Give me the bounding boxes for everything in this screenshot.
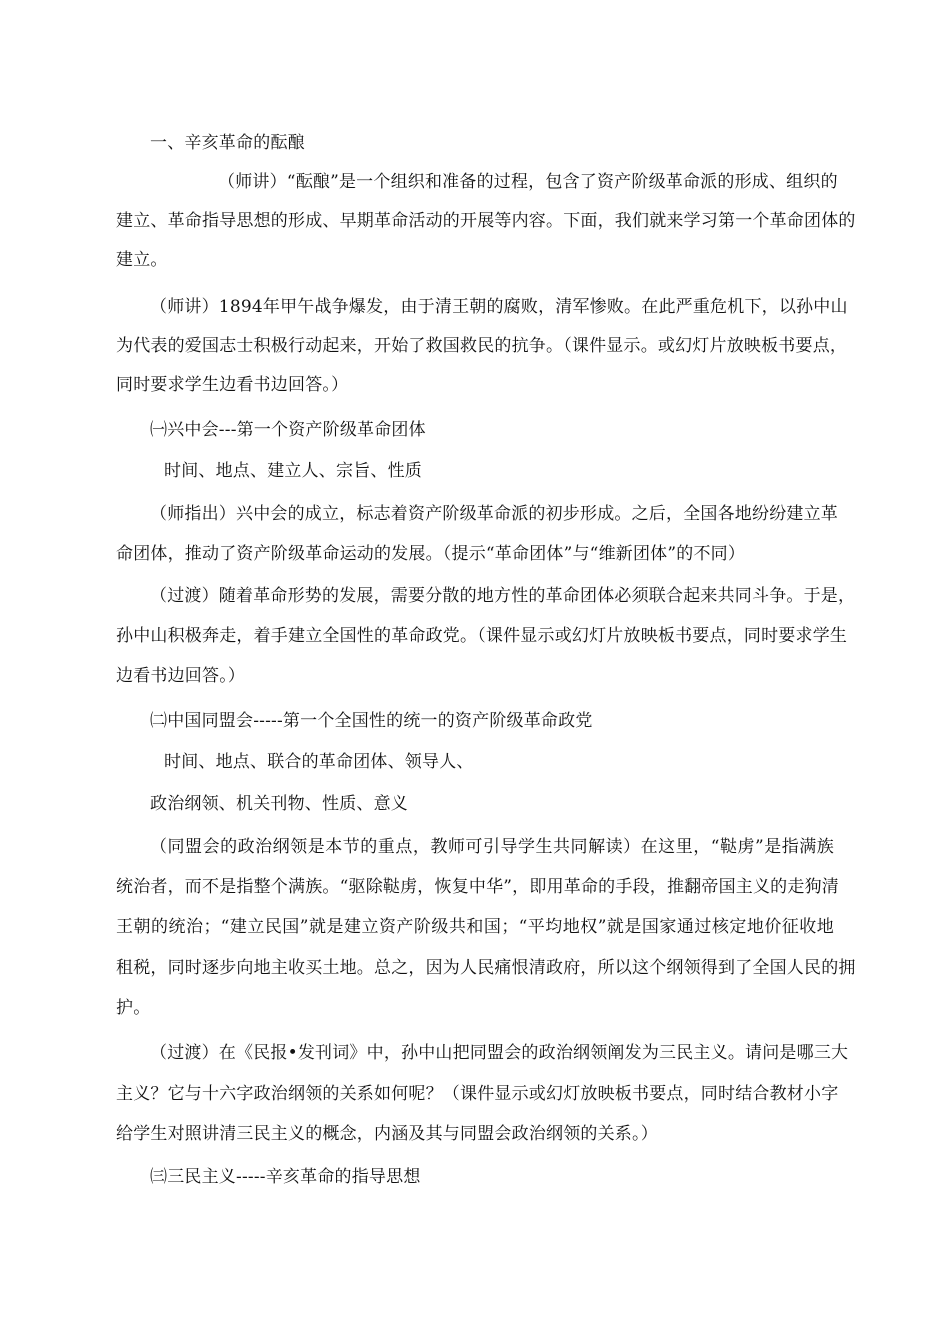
item-points: 时间、地点、建立人、宗旨、性质 xyxy=(164,461,422,481)
item-points: 时间、地点、联合的革命团体、领导人、 xyxy=(164,752,474,772)
paragraph-line: （同盟会的政治纲领是本节的重点，教师可引导学生共同解读）在这里，“鞑虏”是指满族 xyxy=(150,837,834,857)
item-title: ㈢三民主义-----辛亥革命的指导思想 xyxy=(150,1167,421,1187)
paragraph-line: （师讲）“酝酿”是一个组织和准备的过程，包含了资产阶级革命派的形成、组织的 xyxy=(218,172,838,192)
paragraph-line: 孙中山积极奔走，着手建立全国性的革命政党。（课件显示或幻灯片放映板书要点，同时要求学生 xyxy=(116,626,848,646)
paragraph-line: 为代表的爱国志士积极行动起来，开始了救国救民的抗争。（课件显示。或幻灯片放映板书要点， xyxy=(116,336,848,356)
paragraph-line: （过渡）在《民报•发刊词》中，孙中山把同盟会的政治纲领阐发为三民主义。请问是哪三大 xyxy=(150,1043,849,1063)
paragraph-line: 护。 xyxy=(116,998,151,1018)
paragraph-line: 租税，同时逐步向地主收买土地。总之，因为人民痛恨清政府，所以这个纲领得到了全国人民的拥 xyxy=(116,958,856,978)
item-points: 政治纲领、机关刊物、性质、意义 xyxy=(150,794,408,814)
paragraph-line: 建立。 xyxy=(116,250,168,270)
paragraph-line: 主义？它与十六字政治纲领的关系如何呢？（课件显示或幻灯放映板书要点，同时结合教材小字 xyxy=(116,1084,839,1104)
paragraph-line: 同时要求学生边看书边回答。） xyxy=(116,375,349,395)
paragraph-line: （师指出）兴中会的成立，标志着资产阶级革命派的初步形成。之后，全国各地纷纷建立革 xyxy=(150,504,838,524)
paragraph-line: 命团体，推动了资产阶级革命运动的发展。（提示“革命团体”与“维新团体”的不同） xyxy=(116,544,746,564)
paragraph-line: 统治者，而不是指整个满族。“驱除鞑虏，恢复中华”，即用革命的手段，推翻帝国主义的走狗清 xyxy=(116,877,839,897)
paragraph-line: 边看书边回答。） xyxy=(116,666,246,686)
paragraph-line: 给学生对照讲清三民主义的概念，内涵及其与同盟会政治纲领的关系。） xyxy=(116,1124,658,1144)
paragraph-line: （师讲）1894年甲午战争爆发，由于清王朝的腐败，清军惨败。在此严重危机下，以孙中山 xyxy=(150,297,848,317)
item-title: ㈠兴中会---第一个资产阶级革命团体 xyxy=(150,420,426,440)
item-title: ㈡中国同盟会-----第一个全国性的统一的资产阶级革命政党 xyxy=(150,711,593,731)
paragraph-line: 建立、革命指导思想的形成、早期革命活动的开展等内容。下面，我们就来学习第一个革命团体的 xyxy=(116,211,856,231)
section-heading: 一、辛亥革命的酝酿 xyxy=(150,133,305,153)
paragraph-line: 王朝的统治；“建立民国”就是建立资产阶级共和国；“平均地权”就是国家通过核定地价征收地 xyxy=(116,917,834,937)
paragraph-line: （过渡）随着革命形势的发展，需要分散的地方性的革命团体必须联合起来共同斗争。于是， xyxy=(150,586,856,606)
